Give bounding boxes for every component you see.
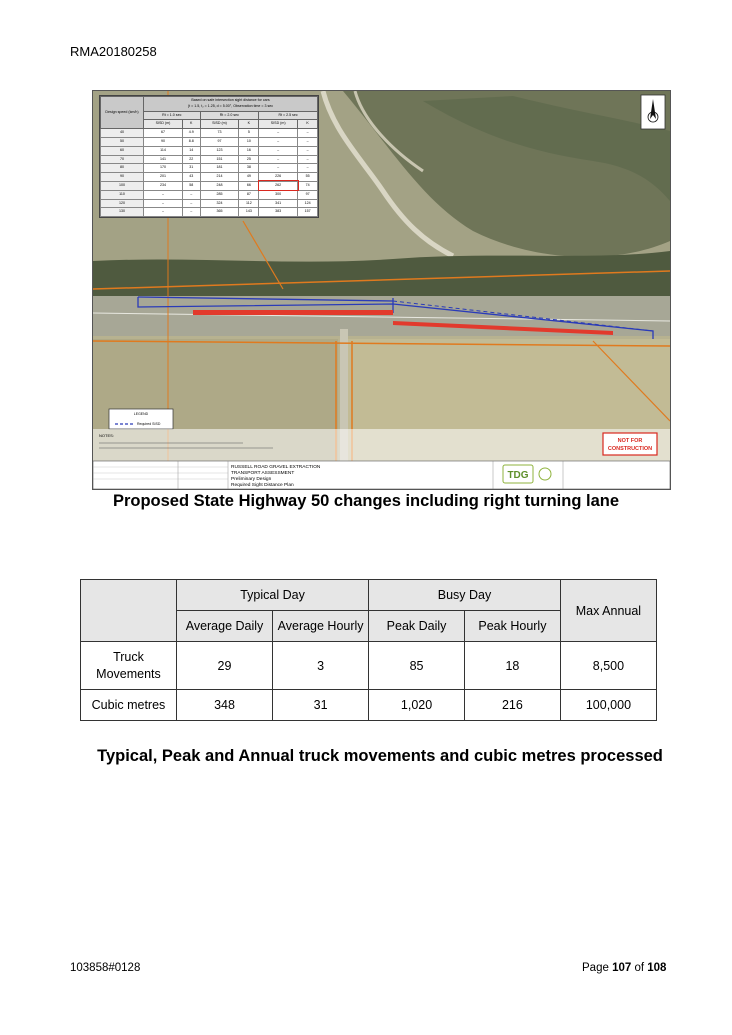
cell-value: 3 [273,642,369,690]
cell-value: 348 [176,690,272,721]
notes-title: NOTES: [99,433,114,438]
north-arrow-icon [641,95,665,129]
header-busy-day: Busy Day [369,580,561,611]
cell-value: 216 [464,690,560,721]
cell-value: 8,500 [560,642,656,690]
table-row [81,690,657,721]
cell-value: 31 [273,690,369,721]
sight-col-design-speed: Design speed (km/h) [101,97,144,129]
sight-group-3: Rt = 2.5 sec [259,111,318,120]
header-typical-day: Typical Day [176,580,368,611]
sight-table-row: 130 – – 365 143 383 157 [101,208,318,217]
row-label-truck-movements: Truck Movements [81,642,177,690]
header-max-annual: Max Annual [560,580,656,642]
sight-table-title: Based on safe intersection sight distance for cars (t = 1.5, t₂ = 1.25, d = 5.00°, Observation time = 3 sec [144,97,318,112]
sight-table-row: 50 90 8.8 97 10 – – [101,137,318,146]
header-average-daily: Average Daily [176,611,272,642]
sight-group-2: Rt = 2.0 sec [200,111,259,120]
row-label-cubic-metres: Cubic metres [81,690,177,721]
svg-text:TDG: TDG [507,470,529,481]
title-block-stage: Preliminary Design [231,477,272,482]
footer-doc-number: 103858#0128 [70,962,141,974]
title-block-project: RUSSELL ROAD GRAVEL EXTRACTION [231,465,321,470]
figure-caption: Proposed State Highway 50 changes including right turning lane [112,492,620,510]
stamp-line-2: CONSTRUCTION [607,446,653,452]
site-plan-figure [92,90,671,490]
header-peak-hourly: Peak Hourly [464,611,560,642]
header-empty-cell [81,580,177,642]
sight-table-row: 100 234 58 248 66 262 74 [101,181,318,190]
sight-table-row: 40 67 4.9 73 5 – – [101,129,318,138]
sight-table-row: 90 201 43 214 49 226 55 [101,173,318,182]
title-block-drawing: Required Sight Distance Plan [231,483,294,488]
cell-value: 18 [464,642,560,690]
cell-value: 100,000 [560,690,656,721]
header-peak-daily: Peak Daily [369,611,465,642]
sight-table-row: 60 114 14 123 16 – – [101,146,318,155]
legend-item-label: Required SISD [137,422,161,426]
sight-table-row: 80 170 31 181 38 – – [101,164,318,173]
sight-table-row: 70 141 22 151 25 – – [101,155,318,164]
title-block-subject: TRANSPORT ASSESSMENT [231,471,295,476]
sight-distance-table: Design speed (km/h) Based on safe intersection sight distance for cars (t = 1.5, t₂ = 1.25, d = 5.00°, Observation time = 3 sec Rt = 1.0 sec Rt = 2.0 sec Rt = 2.5 sec SISD (m) K SISD (m) K SISD (m) K 40 67 4.9 73 5 – – 50 90 8.8 97 10 – – 60 114 14 123 16 – – 70 141 22 151 25 – – 80 170 31 181 38 – – 90 201 43 214 49 226 55 100 234 58 248 66 262 74 110 – – 285 87 300 97 120 – – 324 112 341 124 130 – – 365 143 383 157 [99,95,319,218]
footer-page-number: Page 107 of 108 [582,962,667,974]
sight-table-row: 120 – – 324 112 341 124 [101,199,318,208]
header-average-hourly: Average Hourly [273,611,369,642]
legend-title: LEGEND [133,412,149,416]
cell-value: 85 [369,642,465,690]
sight-table-row: 110 – – 285 87 300 97 [101,190,318,199]
sight-group-1: Rt = 1.0 sec [144,111,201,120]
cell-value: 29 [176,642,272,690]
table-row [81,642,657,690]
table-caption: Typical, Peak and Annual truck movements and cubic metres processed [97,747,663,765]
title-block [93,461,670,489]
turning-lane-hatching [193,310,393,315]
cell-value: 1,020 [369,690,465,721]
document-reference: RMA20180258 [70,44,157,59]
truck-movements-table [80,579,657,721]
stamp-line-1: NOT FOR [617,438,643,444]
